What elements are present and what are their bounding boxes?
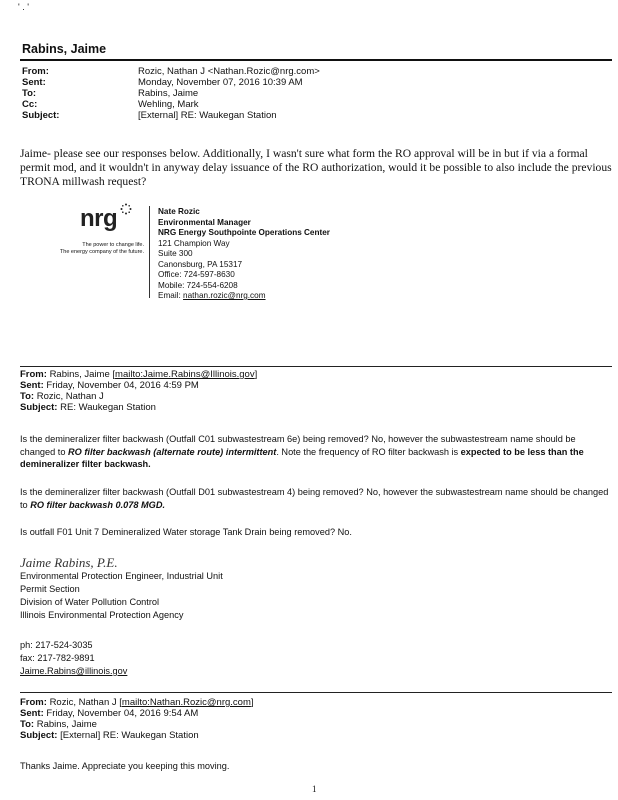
meta-sent-row <box>22 77 303 88</box>
sig-address3: Canonsburg, PA 15317 <box>158 259 243 269</box>
fwd2-subject-value: [External] RE: Waukegan Station <box>60 730 199 741</box>
fwd2-subject-row <box>20 730 199 741</box>
forward2-rule <box>20 692 612 693</box>
fwd1-to-label: To: <box>20 391 35 402</box>
fwd1-to-row <box>20 391 104 402</box>
fwd2-from-label: From: <box>20 697 47 708</box>
fwd1-subject-value: RE: Waukegan Station <box>60 402 156 413</box>
fwd2-from-row <box>20 697 254 708</box>
nrg-tagline-line2: The energy company of the future. <box>59 249 144 255</box>
meta-sent-value: Monday, November 07, 2016 10:39 AM <box>138 77 303 88</box>
fwd1-sent-value: Friday, November 04, 2016 4:59 PM <box>46 380 199 391</box>
fwd1-subject-label: Subject: <box>20 402 58 413</box>
header-rule <box>20 59 612 61</box>
forward1-rule <box>20 366 612 367</box>
fwd2-sent-label: Sent: <box>20 708 44 719</box>
nrg-wordmark: nrg <box>80 205 118 232</box>
page-number: 1 <box>312 784 317 794</box>
meta-from-row <box>22 66 320 77</box>
meta-cc-value: Wehling, Mark <box>138 99 199 110</box>
nrg-logo <box>80 205 140 237</box>
fwd2-to-value: Rabins, Jaime <box>36 719 97 730</box>
fwd1-from-row <box>20 369 257 380</box>
meta-from-value: Rozic, Nathan J <Nathan.Rozic@nrg.com> <box>138 66 320 77</box>
sig-address2: Suite 300 <box>158 249 193 258</box>
fwd2-sent-row <box>20 708 198 719</box>
sig-name: Nate Rozic <box>158 207 200 216</box>
qa1-bold: RO filter backwash (alternate route) intermittent <box>68 446 277 457</box>
qa1-text: Is the demineralizer filter backwash (Outfall C01 subwastestream 6e) being removed? No, however the subwastestream name should be changed to <box>20 434 576 457</box>
sig2-email-row <box>20 665 127 677</box>
sig2-line2: Permit Section <box>20 584 80 594</box>
meta-to-row <box>22 88 198 99</box>
sig-org: NRG Energy Southpointe Operations Center <box>158 228 330 237</box>
qa2-bold: RO filter backwash 0.078 MGD. <box>30 499 166 510</box>
sig-address1: 121 Champion Way <box>158 238 230 248</box>
signature-divider <box>149 206 150 298</box>
fwd1-from-link[interactable]: mailto:Jaime.Rabins@Illinois.gov <box>115 369 255 380</box>
sig2-line3: Division of Water Pollution Control <box>20 597 160 607</box>
meta-sent-label: Sent: <box>22 77 46 88</box>
fwd2-to-label: To: <box>20 719 35 730</box>
meta-to-label: To: <box>22 88 37 99</box>
fwd2-from-end: ] <box>250 697 254 708</box>
nrg-tagline <box>40 242 144 256</box>
qa2-text: Is the demineralizer filter backwash (Outfall D01 subwastestream 4) being removed? No, however the subwastestream name should be changed to <box>20 487 609 510</box>
qa-item-2 <box>20 486 610 511</box>
qa-item-3: Is outfall F01 Unit 7 Demineralized Water storage Tank Drain being removed? No. <box>20 527 352 537</box>
sig-email-link[interactable]: nathan.rozic@nrg.com <box>183 291 266 300</box>
fwd2-subject-label: Subject: <box>20 730 58 741</box>
fwd1-sent-label: Sent: <box>20 380 44 391</box>
fwd1-subject-row <box>20 402 156 413</box>
qa-item-1 <box>20 433 610 471</box>
sig2-fax: fax: 217-782-9891 <box>20 653 95 663</box>
mailbox-owner-name: Rabins, Jaime <box>22 42 107 56</box>
sig2-line4: Illinois Environmental Protection Agency <box>20 610 184 620</box>
sig-email-label: Email: <box>158 291 184 300</box>
sig2-script-name: Jaime Rabins, P.E. <box>20 555 118 570</box>
scan-mark: ' . ' <box>18 2 29 12</box>
sig2-email-link[interactable]: Jaime.Rabins@illinois.gov <box>20 666 128 676</box>
meta-cc-row <box>22 99 199 110</box>
fwd2-sent-value: Friday, November 04, 2016 9:54 AM <box>46 708 199 719</box>
meta-to-value: Rabins, Jaime <box>138 88 199 99</box>
sig-mobile: Mobile: 724-554-6208 <box>158 280 238 290</box>
closing-text: Thanks Jaime. Appreciate you keeping this moving. <box>20 761 230 771</box>
qa1-tail: expected to be less than the demineralizer filter backwash. <box>20 446 584 469</box>
sig2-line1: Environmental Protection Engineer, Industrial Unit <box>20 571 223 581</box>
nrg-spark-icon <box>120 203 132 215</box>
fwd1-to-value: Rozic, Nathan J <box>36 391 104 402</box>
fwd2-from-link[interactable]: mailto:Nathan.Rozic@nrg.com <box>121 697 251 708</box>
meta-from-label: From: <box>22 66 49 77</box>
nrg-tagline-line1: The power to change life. <box>82 242 144 248</box>
qa1-mid: . Note the frequency of RO filter backwash is <box>276 446 461 457</box>
sig-title: Environmental Manager <box>158 217 251 227</box>
sig-office: Office: 724-597-8630 <box>158 270 235 279</box>
meta-subject-label: Subject: <box>22 110 60 121</box>
sig-email-row <box>158 291 266 302</box>
fwd1-from-value: Rabins, Jaime [ <box>49 369 116 380</box>
meta-cc-label: Cc: <box>22 99 38 110</box>
fwd1-from-label: From: <box>20 369 47 380</box>
meta-subject-value: [External] RE: Waukegan Station <box>138 110 277 121</box>
meta-subject-row <box>22 110 277 121</box>
fwd2-from-value: Rozic, Nathan J [ <box>49 697 122 708</box>
fwd1-from-end: ] <box>254 369 258 380</box>
email-body-text: Jaime- please see our responses below. Additionally, I wasn't sure what form the RO approval will be in but if via a formal permit mod, and it wouldn't in anyway delay issuance of the RO authorization, would it be possible to also include the previous TRONA millwash request? <box>20 147 612 188</box>
fwd2-to-row <box>20 719 97 730</box>
fwd1-sent-row <box>20 380 199 391</box>
sig2-phone: ph: 217-524-3035 <box>20 640 93 650</box>
